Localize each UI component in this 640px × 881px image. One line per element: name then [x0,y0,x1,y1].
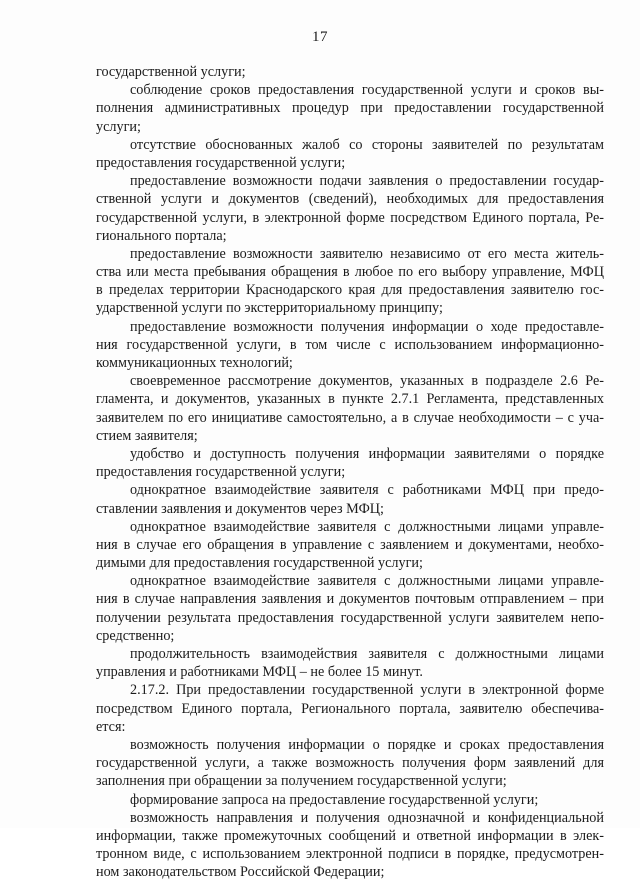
text-line: услуги; [96,118,141,135]
text-line: ства или места пребывания обращения в любое по его выбору управление, МФЦ [96,264,604,281]
text-line: стием заявителя; [96,427,198,444]
text-line: заявителем по его инициативе самостоятельно, а в случае необходимости – с уча- [96,409,604,426]
text-line: своевременное рассмотрение документов, указанных в подразделе 2.6 Ре- [130,373,604,390]
text-line: коммуникационных технологий; [96,355,293,371]
text-line: ном законодательством Российской Федерации; [96,864,385,881]
text-line: предоставление возможности получения информации о ходе предоставле- [130,318,604,335]
text-line: продолжительность взаимодействия заявителя с должностными лицами [130,646,604,662]
text-line: средственно; [96,627,175,644]
text-line: государственной услуги, в электронной форме посредством Единого портала, Ре- [96,209,604,226]
text-line: однократное взаимодействие заявителя с должностными лицами управле- [130,573,604,590]
text-line: государственной услуги, а также возможность получения форм заявлений для [96,755,604,772]
text-line: ния в случае его обращения в управление с заявлением и документами, необхо- [96,536,604,553]
text-line: получении результата предоставления государственной услуги заявителем непо- [96,609,604,626]
text-line: заполнения при обращении за получением государственной услуги; [96,773,507,790]
text-line: ния в случае направления заявления и документов почтовым отправлением – при [96,591,604,608]
text-line: предоставления государственной услуги; [96,154,346,171]
text-line: димыми для предоставления государственной услуги; [96,555,423,572]
text-line: гионального портала; [96,227,227,244]
text-line: предоставление возможности подачи заявления о предоставлении государ- [130,173,604,190]
text-line: предоставления государственной услуги; [96,464,346,481]
text-line: ударственной услуги по экстерриториальному принципу; [96,300,443,317]
text-line: 2.17.2. При предоставлении государственной услуги в электронной форме [130,682,604,699]
text-line: формирование запроса на предоставление государственной услуги; [130,791,539,808]
text-line: предоставление возможности заявителю независимо от его места житель- [130,245,604,262]
text-line: ственной услуги и документов (сведений), необходимых для предоставления [96,191,604,208]
text-line: тронном виде, с использованием электронной подписи в порядке, предусмотрен- [96,846,604,863]
body-text [96,63,604,881]
text-line: полнения административных процедур при предоставлении государственной [96,100,604,117]
text-line: ния государственной услуги, в том числе с использованием информационно- [96,336,604,353]
text-line: возможность получения информации о порядке и сроках предоставления [130,736,604,753]
text-line: ется: [96,718,126,735]
page-number: 17 [312,29,328,45]
text-line: управления и работниками МФЦ – не более 15 минут. [96,664,423,681]
text-line: гламента, и документов, указанных в пункте 2.7.1 Регламента, представленных [96,391,604,408]
text-line: посредством Единого портала, Регионального портала, заявителю обеспечива- [96,700,604,717]
text-line: однократное взаимодействие заявителя с должностными лицами управле- [130,518,604,535]
text-line: информации, также промежуточных сообщений и ответной информации в элек- [96,827,604,844]
text-line: отсутствие обоснованных жалоб со стороны заявителей по результатам [130,136,604,153]
text-line: в пределах территории Краснодарского края для предоставления заявителю гос- [96,282,604,299]
text-line: ставлении заявления и документов через МФЦ; [96,500,384,517]
text-line: удобство и доступность получения информации заявителями о порядке [130,445,604,462]
text-line: возможность направления и получения однозначной и конфиденциальной [130,809,604,826]
text-line: государственной услуги; [96,64,246,80]
text-line: однократное взаимодействие заявителя с работниками МФЦ при предо- [130,482,604,499]
text-line: соблюдение сроков предоставления государственной услуги и сроков вы- [130,82,604,99]
